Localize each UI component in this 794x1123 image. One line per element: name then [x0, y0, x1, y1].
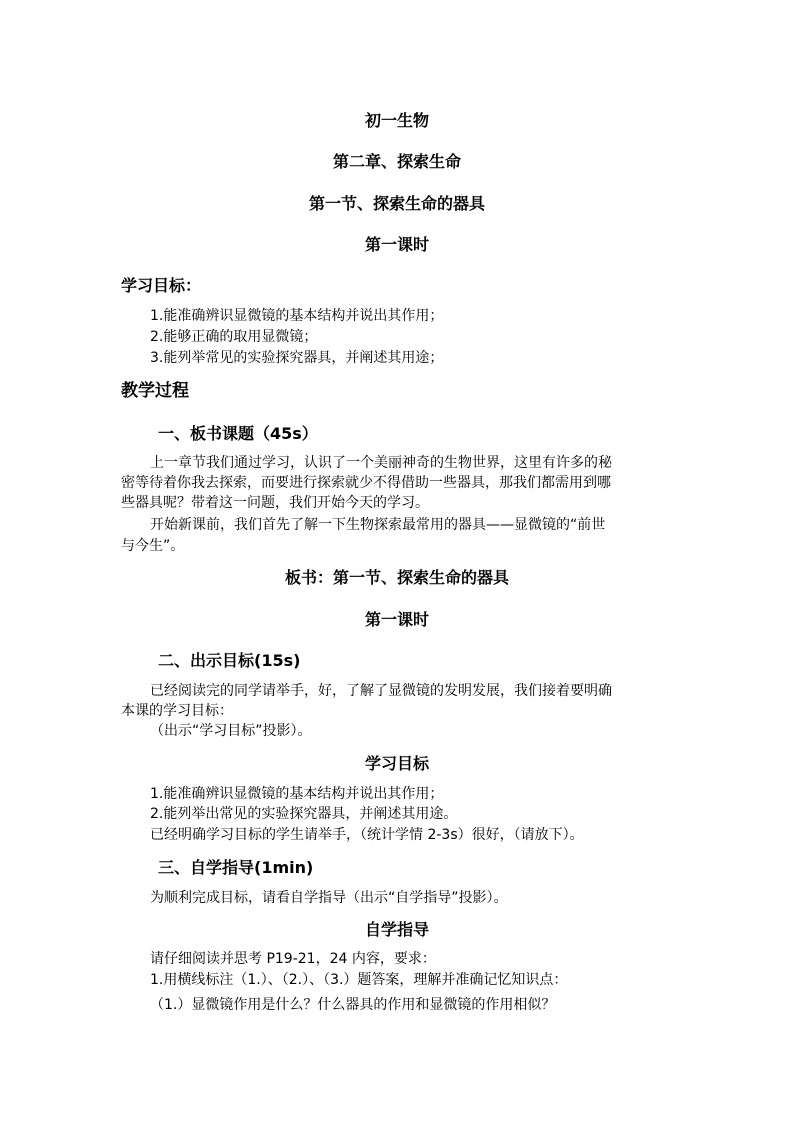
part2-heading: 二、出示目标(15s) [158, 651, 301, 670]
part2-projection: （出示“学习目标”投影）。 [150, 723, 312, 739]
goal-item: 2.能够正确的取用显微镜； [150, 329, 318, 345]
part1-paragraph-line: 些器具呢？带着这一问题，我们开始今天的学习。 [121, 495, 429, 511]
goal-item: 3.能列举常见的实验探究器具，并阐述其用途； [150, 350, 444, 366]
guide-box-title: 自学指导 [364, 920, 429, 939]
part2-paragraph-line: 已经阅读完的同学请举手，好，了解了显微镜的发明发展，我们接着要明确 [150, 683, 612, 699]
part1-paragraph-line: 上一章节我们通过学习，认识了一个美丽神奇的生物世界，这里有许多的秘 [150, 455, 612, 471]
goal-item: 1.能准确辨识显微镜的基本结构并说出其作用； [150, 308, 444, 324]
document-title: 初一生物 [364, 111, 429, 130]
process-heading: 教学过程 [121, 381, 189, 401]
board-title: 板书：第一节、探索生命的器具 [284, 568, 509, 587]
part2-confirm: 已经明确学习目标的学生请举手，（统计学情 2-3s）很好，（请放下）。 [150, 827, 584, 843]
board-lesson: 第一课时 [364, 610, 429, 629]
part1-heading: 一、板书课题（45s） [158, 424, 318, 443]
guide-line: （1.）显微镜作用是什么？什么器具的作用和显微镜的作用相似？ [150, 997, 556, 1013]
part1-paragraph-line: 密等待着你我去探索，而要进行探索就少不得借助一些器具，那我们都需用到哪 [121, 475, 611, 491]
lesson-title: 第一课时 [364, 235, 429, 254]
goals-box-item: 1.能准确辨识显微镜的基本结构并说出其作用； [150, 786, 444, 802]
guide-line: 请仔细阅读并思考 P19-21，24 内容，要求： [150, 951, 436, 967]
chapter-title: 第二章、探索生命 [332, 152, 461, 171]
part3-heading: 三、自学指导(1min) [158, 858, 314, 877]
goals-box-item: 2.能列举出常见的实验探究器具，并阐述其用途。 [150, 806, 458, 822]
section-title: 第一节、探索生命的器具 [308, 194, 485, 213]
part3-paragraph: 为顺利完成目标，请看自学指导（出示“自学指导”投影）。 [150, 890, 508, 906]
part1-paragraph-line: 开始新课前，我们首先了解一下生物探索最常用的器具——显微镜的“前世 [150, 517, 606, 533]
goals-heading: 学习目标： [121, 276, 202, 295]
goals-box-title: 学习目标 [364, 754, 429, 773]
part2-paragraph-line: 本课的学习目标： [121, 703, 233, 719]
guide-line: 1.用横线标注（1.）、（2.）、（3.）题答案，理解并准确记忆知识点： [150, 972, 568, 988]
part1-paragraph-line: 与今生”。 [121, 538, 185, 554]
